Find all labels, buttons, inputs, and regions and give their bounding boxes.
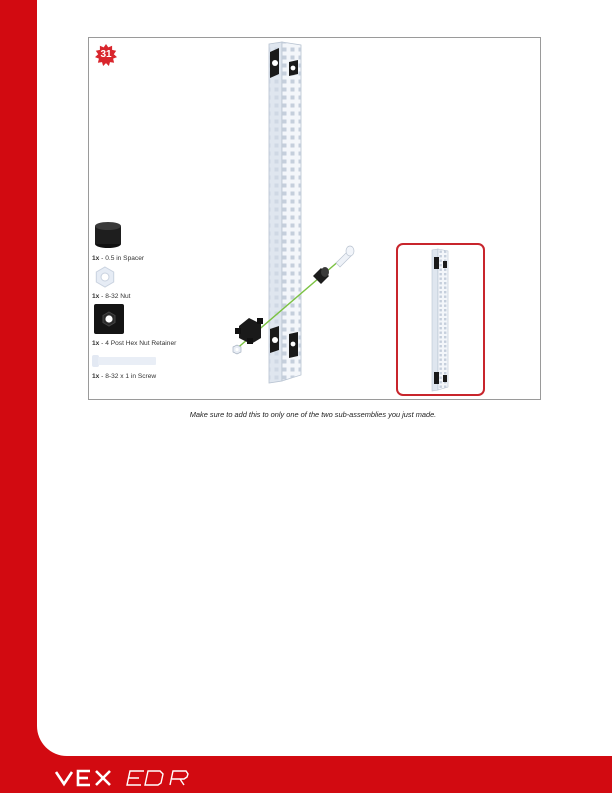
step-caption: Make sure to add this to only one of the two sub-assemblies you just made. (189, 410, 437, 419)
nut-part (233, 345, 241, 354)
part-label: - 8-32 Nut (99, 293, 131, 300)
hex-retainer-part (235, 318, 263, 344)
vex-edr-logo (52, 766, 200, 788)
part-qty: 1x (92, 340, 100, 347)
screw-part (336, 246, 354, 267)
part-qty: 1x (92, 373, 100, 380)
part-qty: 1x (92, 255, 100, 262)
vex-edr-logo-icon (52, 766, 200, 788)
part-qty: 1x (92, 293, 100, 300)
instruction-step-frame (88, 37, 541, 400)
part-label: - 4 Post Hex Nut Retainer (99, 340, 177, 347)
finished-channel-preview (398, 245, 483, 394)
preview-callout (396, 243, 485, 396)
part-label: - 8-32 x 1 in Screw (99, 373, 157, 380)
step-number: 31 (100, 49, 112, 60)
part-label: - 0.5 in Spacer (99, 255, 145, 262)
